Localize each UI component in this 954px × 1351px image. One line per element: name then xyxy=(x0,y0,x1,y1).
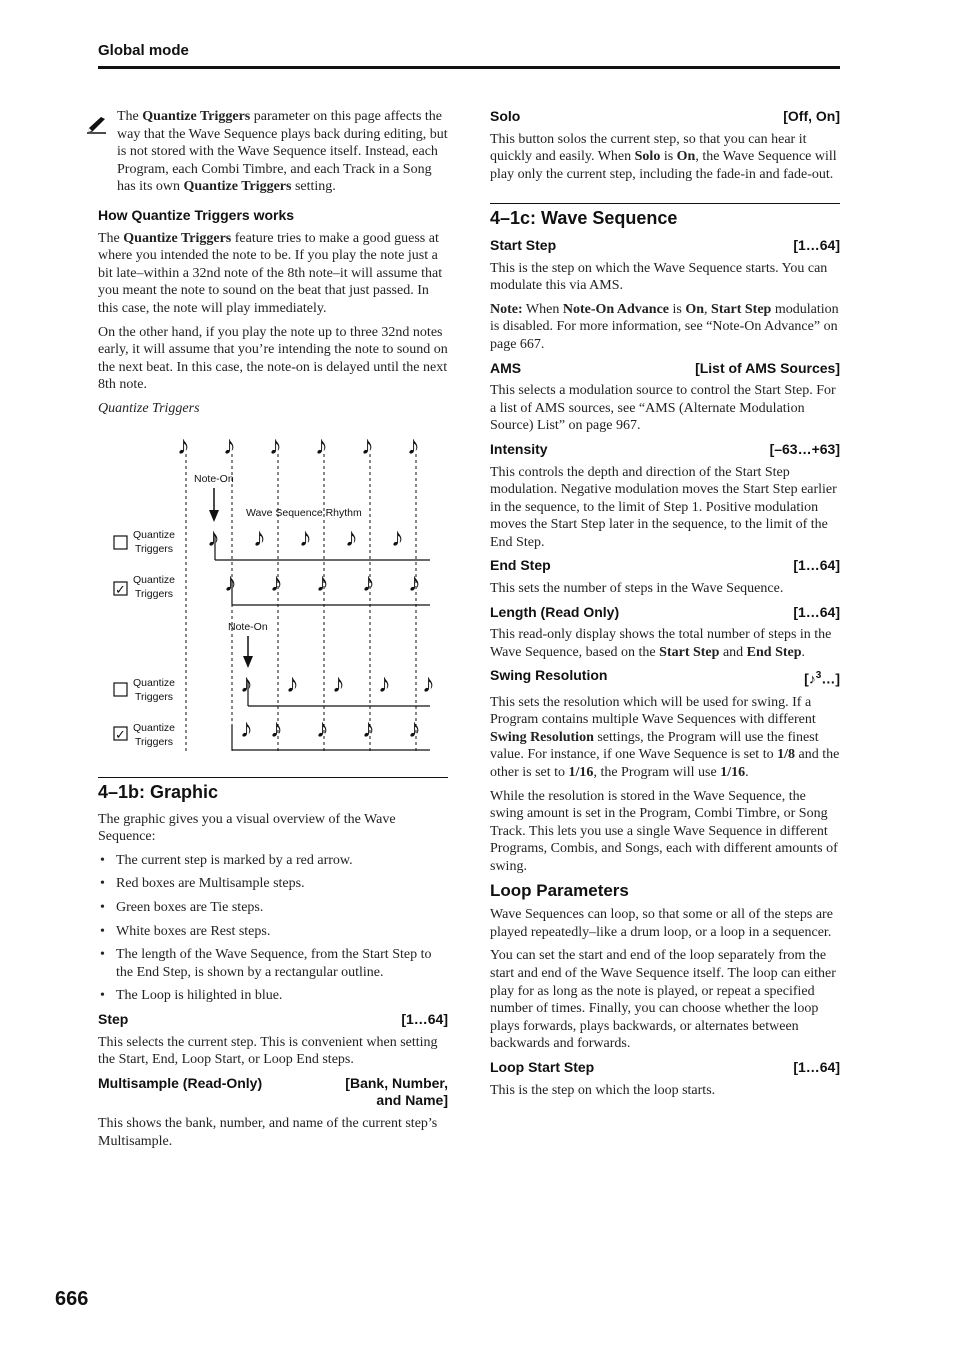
section-rule xyxy=(490,203,840,204)
figure-caption: Quantize Triggers xyxy=(98,400,200,416)
wave-note: ♪ xyxy=(408,566,421,597)
wave-note: ♪ xyxy=(362,566,375,597)
beat-note: ♪ xyxy=(407,429,420,460)
param-description: This selects the current step. This is convenient when setting the Start, End, Loop Start, or Loop End steps. xyxy=(98,1034,438,1068)
param-name: Intensity xyxy=(490,440,548,457)
header-rule xyxy=(98,66,840,69)
wave-note: ♪ xyxy=(316,566,329,597)
wave-note: ♪ xyxy=(299,521,312,552)
param-value: [1…64] xyxy=(793,557,840,574)
param-value: [Bank, Number, and Name] xyxy=(345,1074,448,1109)
param-note: Note: When Note-On Advance is On, Start Step modulation is disabled. For more information, see “Note-On Advance” on page 667. xyxy=(490,301,839,352)
param-start-step xyxy=(490,237,840,255)
param-description: This is the step on which the Wave Sequence starts. You can modulate this via AMS. xyxy=(490,260,828,294)
wave-note: ♪ xyxy=(422,667,435,698)
param-description: This button solos the current step, so that you can hear it quickly and easily. When Solo is On, the Wave Sequence will play only the current step, including the fade-in and fade-out. xyxy=(490,131,837,182)
how-paragraph-1: The Quantize Triggers feature tries to make a good guess at where you intended the note to be. If you play the note just a bit late–within a 32nd note of the 8th note–it will assume that you meant the note to sound on the beat that just passed. In this case, the note will play immediately. xyxy=(98,230,443,316)
param-value: [Off, On] xyxy=(783,108,840,124)
note-on-label-1: Note-On xyxy=(194,472,234,485)
param-swing-resolution xyxy=(490,667,840,688)
param-end-step xyxy=(490,557,840,575)
param-loop-start-step xyxy=(490,1059,840,1077)
wave-note: ♪ xyxy=(332,667,345,698)
param-value: [1…64] xyxy=(793,236,840,253)
param-name: End Step xyxy=(490,557,551,574)
loop-paragraph-2: You can set the start and end of the loop separately from the start and end of the Wave Sequence itself. The loop can either play for as long as the note is played, or repeat a specified number of times. Finally, you can choose whether the loop plays forwards, plays backwards, or alternates between backwards and forwards. xyxy=(490,948,836,1052)
row-label: Quantize xyxy=(132,573,176,586)
param-solo xyxy=(490,108,840,126)
param-description: While the resolution is stored in the Wave Sequence, the swing amount is set in the Program, Combi Timbre, or Song Track. This lets you use a single Wave Sequence in different Programs, Combis, and Songs, each with different amounts of swing. xyxy=(490,788,838,875)
param-value: [♪$^3$…] xyxy=(804,670,840,688)
running-header: Global mode xyxy=(98,42,189,59)
param-name: Loop Start Step xyxy=(490,1058,595,1075)
wave-note: ♪ xyxy=(286,667,299,698)
wave-note: ♪ xyxy=(240,667,253,698)
wave-sequence-section-title: 4–1c: Wave Sequence xyxy=(490,208,678,229)
param-multisample xyxy=(98,1075,448,1110)
wave-note: ♪ xyxy=(224,566,237,597)
wave-note: ♪ xyxy=(345,521,358,552)
beat-note: ♪ xyxy=(177,429,190,460)
param-name: AMS xyxy=(490,359,522,376)
checkbox-unchecked xyxy=(114,536,127,549)
beat-note: ♪ xyxy=(223,429,236,460)
param-intensity xyxy=(490,441,840,459)
wave-note: ♪ xyxy=(316,712,329,743)
param-value: [List of AMS Sources] xyxy=(695,359,840,376)
param-length xyxy=(490,604,840,622)
wave-note: ♪ xyxy=(408,712,421,743)
param-step xyxy=(98,1011,448,1029)
param-name: Multisample (Read-Only) xyxy=(98,1074,263,1091)
quantize-triggers-diagram xyxy=(98,424,448,764)
beat-note: ♪ xyxy=(361,429,374,460)
wave-note: ♪ xyxy=(253,521,266,552)
row-label: Triggers xyxy=(134,542,174,555)
wave-note: ♪ xyxy=(240,712,253,743)
note-text: The Quantize Triggers parameter on this page affects the way that the Wave Sequence plays back during editing, but is not stored with the Wave Sequence itself. Instead, each Program, each Combi Timbre, and each Track in a Song has its own Quantize Triggers setting. xyxy=(117,109,448,195)
row-label: Triggers xyxy=(134,587,174,600)
param-name: Length (Read Only) xyxy=(490,603,620,620)
row-label: Quantize xyxy=(132,528,176,541)
rhythm-label: Wave Sequence Rhythm xyxy=(246,506,362,519)
list-item: • The length of the Wave Sequence, from the Start Step to the End Step, is shown by a rectangular outline. xyxy=(98,946,448,981)
checkbox-unchecked xyxy=(114,683,127,696)
list-item: • The Loop is hilighted in blue. xyxy=(98,987,448,1005)
param-name: Start Step xyxy=(490,236,557,253)
right-column xyxy=(490,108,840,1105)
note-on-label-2: Note-On xyxy=(228,620,268,633)
param-value: [1…64] xyxy=(793,1058,840,1075)
param-description: This sets the resolution which will be used for swing. If a Program contains multiple Wave Sequences with different Swing Resolution settings, the Program will use the finest value. For instance, if one Wave Sequence is set to 1/8 and the other is set to 1/16, the Program will use 1/16. xyxy=(490,694,840,781)
wave-note: ♪ xyxy=(378,667,391,698)
graphic-bullet-list xyxy=(98,852,448,1005)
wave-note: ♪ xyxy=(391,521,404,552)
check-mark: ✓ xyxy=(115,581,126,597)
eighth-note-icon: ♪ xyxy=(808,671,816,688)
param-value: [1…64] xyxy=(401,1011,448,1028)
param-value: [–63…+63] xyxy=(769,440,840,457)
row-label: Quantize xyxy=(132,676,176,689)
left-column xyxy=(98,108,448,1156)
wave-note: ♪ xyxy=(270,712,283,743)
param-description: This controls the depth and direction of the Start Step modulation. Negative modulation moves the Start Step earlier in the sequence, to the limit of Step 1. Positive modulation moves the Start Step later in the sequence, to the limit of the End Step. xyxy=(490,464,837,550)
param-description: This read-only display shows the total number of steps in the Wave Sequence, based on the Start Step and End Step. xyxy=(490,627,832,660)
graphic-section-title: 4–1b: Graphic xyxy=(98,782,219,803)
param-value: [1…64] xyxy=(793,603,840,620)
param-description: This selects a modulation source to control the Start Step. For a list of AMS sources, see “AMS (Alternate Modulation Source) List” on page 967. xyxy=(490,383,836,434)
list-item: • Red boxes are Multisample steps. xyxy=(98,875,448,893)
param-name: Swing Resolution xyxy=(490,667,608,684)
how-heading: How Quantize Triggers works xyxy=(98,206,295,223)
param-ams xyxy=(490,360,840,378)
list-item: • The current step is marked by a red arrow. xyxy=(98,852,448,870)
row-label: Quantize xyxy=(132,721,176,734)
graphic-intro: The graphic gives you a visual overview of the Wave Sequence: xyxy=(98,811,396,845)
param-description: This sets the number of steps in the Wave Sequence. xyxy=(490,581,784,597)
param-description: This shows the bank, number, and name of the current step’s Multisample. xyxy=(98,1116,438,1149)
param-name: Step xyxy=(98,1011,129,1028)
param-description: This is the step on which the loop starts. xyxy=(490,1082,716,1098)
wave-note: ♪ xyxy=(362,712,375,743)
row-label: Triggers xyxy=(134,735,174,748)
page-number: 666 xyxy=(55,1288,89,1310)
section-rule xyxy=(98,777,448,778)
loop-parameters-heading: Loop Parameters xyxy=(490,880,629,900)
loop-paragraph-1: Wave Sequences can loop, so that some or all of the steps are played repeatedly–like a drum loop, or a loop in a sequencer. xyxy=(490,907,833,940)
wave-note: ♪ xyxy=(270,566,283,597)
list-item: • White boxes are Rest steps. xyxy=(98,923,448,941)
list-item: • Green boxes are Tie steps. xyxy=(98,899,448,917)
param-name: Solo xyxy=(490,108,521,124)
note-block xyxy=(98,108,448,196)
check-mark: ✓ xyxy=(115,726,126,742)
beat-note: ♪ xyxy=(269,429,282,460)
row-label: Triggers xyxy=(134,690,174,703)
pencil-note-icon xyxy=(86,116,108,134)
wave-note: ♪ xyxy=(207,521,220,552)
beat-note: ♪ xyxy=(315,429,328,460)
how-paragraph-2: On the other hand, if you play the note up to three 32nd notes early, it will assume that you’re intending the note to sound on the next beat. In this case, the note-on is delayed until the next 8th note. xyxy=(98,324,448,393)
